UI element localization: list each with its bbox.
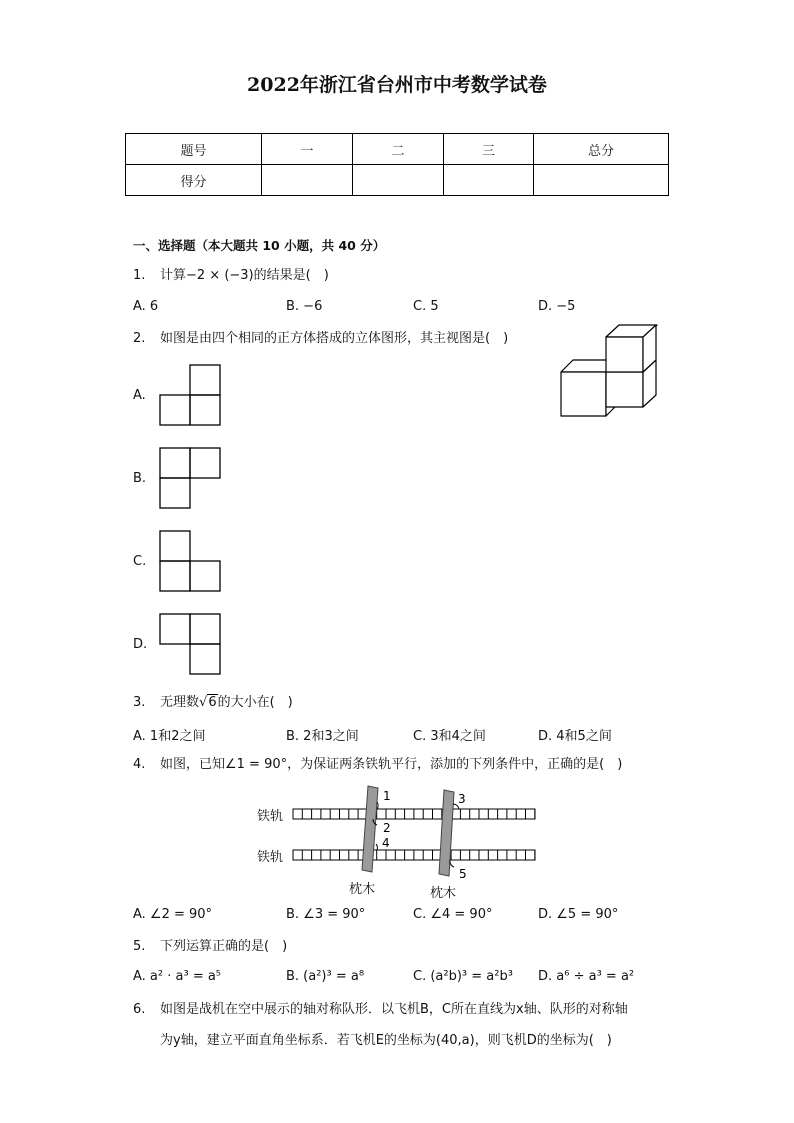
option-d-figure[interactable] xyxy=(158,613,222,676)
score-cell[interactable] xyxy=(444,165,534,196)
option-c[interactable]: C. 3和4之间 xyxy=(413,729,486,744)
option-c[interactable]: C. (a²b)³ = a²b³ xyxy=(413,969,513,984)
option-c[interactable]: C. xyxy=(133,554,147,569)
question-text xyxy=(160,695,293,711)
option-d[interactable]: D. 4和5之间 xyxy=(538,729,612,744)
score-table-header-cell: 三 xyxy=(444,134,534,165)
question-text: 如图是由四个相同的正方体搭成的立体图形，其主视图是( ) xyxy=(160,331,509,346)
option-d[interactable]: D. xyxy=(133,637,148,652)
railway-figure xyxy=(255,782,545,900)
question-number: 4. xyxy=(133,757,146,772)
option-b[interactable]: B. −6 xyxy=(286,299,323,314)
option-c[interactable]: C. ∠4 = 90° xyxy=(413,907,493,922)
angle-label: 5 xyxy=(459,867,467,881)
rail-label: 铁轨 xyxy=(257,809,284,824)
score-table-row-label: 得分 xyxy=(126,165,262,196)
score-table-header-cell: 二 xyxy=(353,134,444,165)
option-b[interactable]: B. ∠3 = 90° xyxy=(286,907,366,922)
question-number: 2. xyxy=(133,331,146,346)
radical-sign: √ xyxy=(199,695,208,710)
option-b[interactable]: B. (a²)³ = a⁸ xyxy=(286,969,365,984)
question-number: 3. xyxy=(133,695,146,710)
score-cell[interactable] xyxy=(534,165,669,196)
question-text-line: 如图是战机在空中展示的轴对称队形．以飞机B，C所在直线为x轴、队形的对称轴 xyxy=(160,1002,628,1017)
option-b-figure[interactable] xyxy=(158,447,222,510)
score-table-header-cell: 一 xyxy=(262,134,353,165)
option-c-figure[interactable] xyxy=(158,530,222,593)
option-a[interactable]: A. 6 xyxy=(133,299,159,314)
option-a[interactable]: A. ∠2 = 90° xyxy=(133,907,213,922)
paper-title: 2022年浙江省台州市中考数学试卷 xyxy=(247,74,547,96)
angle-label: 4 xyxy=(382,836,390,850)
angle-label: 3 xyxy=(458,792,466,806)
option-b[interactable]: B. 2和3之间 xyxy=(286,729,359,744)
question-number: 1. xyxy=(133,268,146,283)
question-number: 5. xyxy=(133,939,146,954)
option-d[interactable]: D. a⁶ ÷ a³ = a² xyxy=(538,969,635,984)
option-a-figure[interactable] xyxy=(158,364,222,427)
option-b[interactable]: B. xyxy=(133,471,147,486)
score-table-header-cell: 题号 xyxy=(126,134,262,165)
question-text-part: 的大小在( ) xyxy=(217,695,293,710)
option-a[interactable]: A. 1和2之间 xyxy=(133,729,206,744)
score-table-header-row xyxy=(126,134,669,165)
score-cell[interactable] xyxy=(262,165,353,196)
option-c[interactable]: C. 5 xyxy=(413,299,439,314)
option-d[interactable]: D. −5 xyxy=(538,299,576,314)
sleeper-label: 枕木 xyxy=(430,886,457,901)
railway-drawing xyxy=(255,782,545,900)
question-text: 如图，已知∠1 = 90°，为保证两条铁轨平行，添加的下列条件中，正确的是( ) xyxy=(160,757,623,772)
question-number: 6. xyxy=(133,1002,146,1017)
rail-label: 铁轨 xyxy=(257,850,284,865)
question-text: 计算−2 × (−3)的结果是( ) xyxy=(160,268,329,283)
cube-stack-figure xyxy=(555,322,665,420)
score-table-score-row xyxy=(126,165,669,196)
option-a[interactable]: A. xyxy=(133,388,146,403)
sleeper-label: 枕木 xyxy=(349,882,376,897)
question-text-part: 无理数 xyxy=(160,695,200,710)
question-text-line: 为y轴，建立平面直角坐标系．若飞机E的坐标为(40,a)，则飞机D的坐标为( ) xyxy=(160,1033,612,1048)
score-table xyxy=(125,133,669,196)
score-table-header-cell: 总分 xyxy=(534,134,669,165)
section-heading: 一、选择题（本大题共 10 小题，共 40 分） xyxy=(133,238,386,253)
question-text: 下列运算正确的是( ) xyxy=(160,939,288,954)
score-cell[interactable] xyxy=(353,165,444,196)
angle-label: 2 xyxy=(383,821,391,835)
option-a[interactable]: A. a² · a³ = a⁵ xyxy=(133,969,222,984)
angle-label: 1 xyxy=(383,789,391,803)
option-d[interactable]: D. ∠5 = 90° xyxy=(538,907,619,922)
radicand: 6 xyxy=(208,695,217,710)
